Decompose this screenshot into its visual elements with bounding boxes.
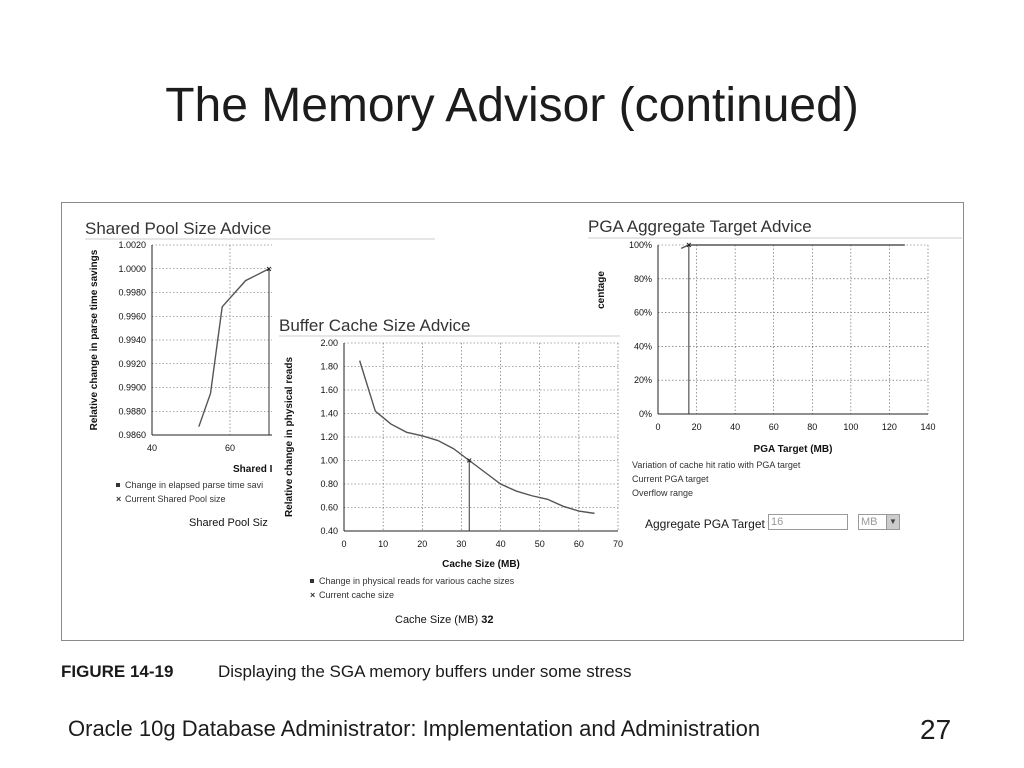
chart-1 [588,217,962,498]
y-tick-label: 1.60 [320,385,338,395]
legend-entry: Overflow range [632,488,694,498]
x-tick-label: 10 [378,539,389,549]
x-tick-label: 20 [417,539,428,549]
x-axis-label: Cache Size (MB) [442,559,520,570]
x-tick-label: 60 [224,443,236,453]
chart-footer-label: Shared Pool Siz [189,517,268,529]
x-tick-label: 0 [655,422,661,432]
x-tick-label: 120 [881,422,897,432]
x-tick-label: 70 [612,539,624,549]
chart-title: Shared Pool Size Advice [85,219,272,238]
legend-square-icon [116,483,120,487]
x-tick-label: 20 [691,422,702,432]
figure-caption [61,662,632,682]
legend-square-icon [310,579,314,583]
aggregate-pga-target-input[interactable]: 16 [768,514,848,530]
y-tick-label: 0.9940 [118,335,146,345]
y-tick-label: 0.9900 [118,382,146,393]
aggregate-pga-target-label: Aggregate PGA Target [645,517,765,531]
x-tick-label: 100 [843,422,859,432]
x-tick-label: 40 [730,422,741,432]
x-tick-label: 40 [495,539,506,549]
y-axis-label: Relative change in physical reads [284,356,295,518]
y-tick-label: 20% [633,375,652,386]
y-tick-label: 0% [638,409,652,419]
current-value-marker: × [266,263,272,274]
x-tick-label: 30 [456,539,467,549]
y-tick-label: 60% [633,307,652,318]
y-tick-label: 1.0020 [118,240,146,250]
y-tick-label: 0.9960 [118,311,146,322]
chart-2 [272,313,623,630]
slide-title: The Memory Advisor (continued) [165,79,859,132]
x-tick-label: 60 [573,539,584,549]
chevron-down-icon[interactable]: ▼ [886,515,899,529]
y-tick-label: 1.00 [320,455,338,466]
legend-entry: Current PGA target [632,474,709,484]
chart-title: Buffer Cache Size Advice [279,316,471,335]
x-axis-label: Shared I [233,464,273,475]
y-tick-label: 0.9880 [118,406,146,417]
y-tick-label: 0.9980 [118,287,146,298]
legend-entry: Current Shared Pool size [125,494,226,504]
x-axis-label: PGA Target (MB) [753,444,833,455]
caption-number: FIGURE 14-19 [61,662,174,681]
legend-x-icon: × [310,590,316,600]
y-tick-label: 80% [633,273,652,284]
y-axis-label: Relative change in parse time savings [89,249,100,431]
chart-footer-label: Cache Size (MB) 32 [395,614,494,626]
y-tick-label: 1.80 [320,361,338,372]
y-tick-label: 1.0000 [118,263,146,274]
y-tick-label: 0.60 [320,502,338,513]
legend-x-icon: × [116,494,122,504]
y-tick-label: 0.80 [320,479,338,489]
x-tick-label: 140 [920,422,936,432]
x-tick-label: 80 [807,422,818,432]
y-tick-label: 100% [628,240,652,250]
pga-unit-value: MB [861,516,878,528]
legend-entry: Variation of cache hit ratio with PGA target [632,460,801,470]
x-tick-label: 40 [146,443,158,453]
pga-unit-select[interactable] [858,514,900,530]
y-tick-label: 0.9860 [118,430,146,440]
y-tick-label: 0.40 [320,526,338,536]
slide-footer: Oracle 10g Database Administrator: Implementation and Administration [68,716,761,741]
x-tick-label: 60 [768,422,779,432]
y-tick-label: 2.00 [320,338,338,348]
caption-text: Displaying the SGA memory buffers under some stress [218,662,632,681]
legend-entry: Current cache size [319,590,395,600]
current-value-marker: × [466,455,472,466]
current-value-marker: × [686,240,692,250]
y-axis-label: centage [596,271,607,309]
y-tick-label: 1.20 [320,432,338,442]
x-tick-label: 0 [341,539,347,549]
y-tick-label: 0.9920 [118,358,146,369]
chart-title: PGA Aggregate Target Advice [588,217,812,236]
x-tick-label: 50 [534,539,545,549]
legend-entry: Change in elapsed parse time savi [125,480,264,490]
y-tick-label: 1.40 [320,408,338,419]
series-line [681,245,905,248]
page-number: 27 [920,714,952,745]
legend-entry: Change in physical reads for various cache sizes [319,576,515,586]
chart-footer-value: 32 [478,614,494,626]
y-tick-label: 40% [633,341,652,352]
